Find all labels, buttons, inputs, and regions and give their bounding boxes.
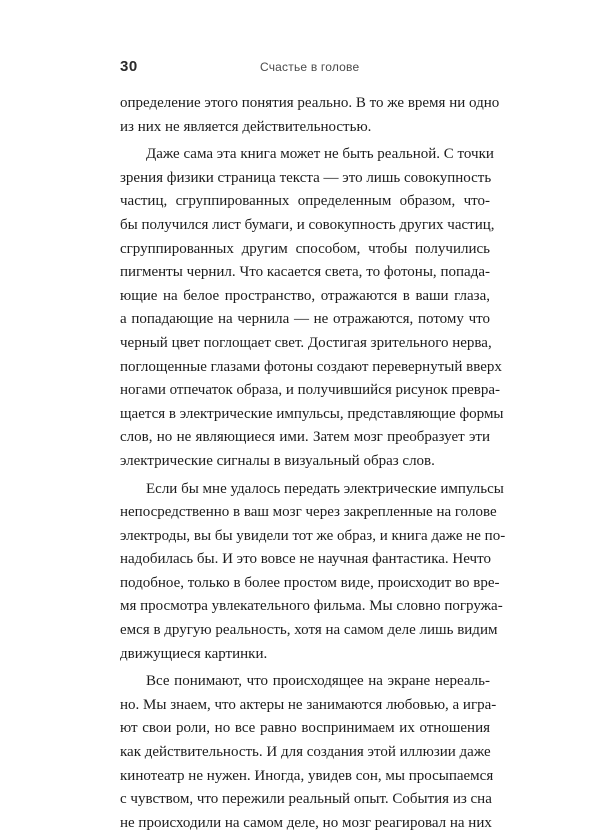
page-number: 30 <box>120 58 138 75</box>
text-line: не происходили на самом деле, но мозг реагировал на них <box>120 814 492 831</box>
text-line: движущиеся картинки. <box>120 645 268 662</box>
text-line: а попадающие на чернила — не отражаются, потому что <box>120 311 490 328</box>
running-head <box>120 58 490 80</box>
text-line: как действительность. И для создания этой иллюзии даже <box>120 744 491 761</box>
body-text <box>120 92 506 835</box>
text-line: ют свои роли, но все равно воспринимаем их отношения <box>120 720 490 737</box>
text-line: с чувством, что пережили реальный опыт. События из сна <box>120 791 492 808</box>
text-line: ющие на белое пространство, отражаются в ваши глаза, <box>120 287 490 304</box>
text-line: но. Мы знаем, что актеры не занимаются любовью, а игра- <box>120 696 497 713</box>
text-line: емся в другую реальность, хотя на самом деле лишь видим <box>120 622 498 639</box>
text-line: поглощенные глазами фотоны создают перевернутый вверх <box>120 358 502 375</box>
text-line: надобилась бы. И это вовсе не научная фантастика. Нечто <box>120 551 491 568</box>
text-line: щается в электрические импульсы, представляющие формы <box>120 405 504 422</box>
text-line: электроды, вы бы увидели тот же образ, и книга даже не по- <box>120 527 506 544</box>
text-line: зрения физики страница текста — это лишь совокупность <box>120 169 492 186</box>
text-line: Если бы мне удалось передать электрические импульсы <box>146 480 504 497</box>
text-line: кинотеатр не нужен. Иногда, увидев сон, мы просыпаемся <box>120 767 494 784</box>
text-line: частиц, сгруппированных определенным образом, что- <box>120 193 490 210</box>
text-line: Даже сама эта книга может не быть реальной. С точки <box>146 146 494 163</box>
text-line: мя просмотра увлекательного фильма. Мы словно погружа- <box>120 598 503 615</box>
paragraph <box>120 670 497 835</box>
running-title: Счастье в голове <box>260 60 360 74</box>
paragraph <box>120 92 500 139</box>
text-line: определение этого понятия реально. В то же время ни одно <box>120 95 500 111</box>
text-line: Все понимают, что происходящее на экране нереаль- <box>146 673 490 690</box>
text-line: электрические сигналы в визуальный образ слов. <box>120 452 435 469</box>
text-line: непосредственно в ваш мозг через закрепленные на голове <box>120 504 497 521</box>
text-line: из них не является действительностью. <box>120 118 372 135</box>
text-line: ногами отпечаток образа, и получившийся рисунок превра- <box>120 382 500 399</box>
text-line: слов, но не являющиеся ими. Затем мозг преобразует эти <box>120 429 490 446</box>
paragraph <box>120 478 506 667</box>
text-line: подобное, только в более простом виде, происходит во вре- <box>120 574 500 591</box>
paragraph <box>120 143 504 473</box>
text-line: бы получился лист бумаги, и совокупность других частиц, <box>120 216 495 233</box>
text-line: черный цвет поглощает свет. Достигая зрительного нерва, <box>120 334 492 351</box>
text-line: сгруппированных другим способом, чтобы получились <box>120 240 490 257</box>
text-line: пигменты чернил. Что касается света, то фотоны, попада- <box>120 264 490 281</box>
